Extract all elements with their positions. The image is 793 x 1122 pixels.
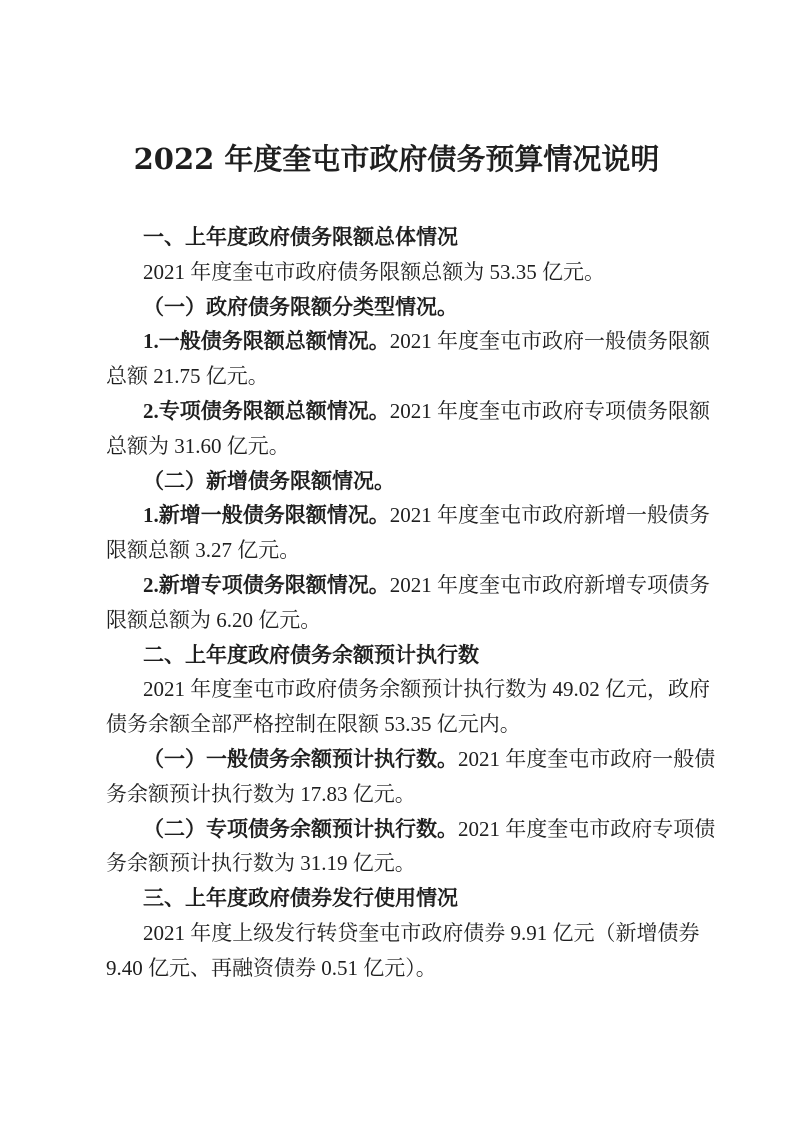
paragraph-line xyxy=(106,324,710,359)
paragraph-lead: （二）专项债务余额预计执行数。 xyxy=(143,816,458,841)
sub-heading: （一）政府债务限额分类型情况。 xyxy=(143,294,458,319)
paragraph-line: 2021 年度奎屯市政府债务限额总额为 53.35 亿元。 xyxy=(143,259,605,284)
section-heading: 一、上年度政府债务限额总体情况 xyxy=(143,225,458,249)
paragraph-lead: 2.新增专项债务限额情况。 xyxy=(143,572,390,597)
sub-heading: （二）新增债务限额情况。 xyxy=(143,468,395,493)
paragraph-line: 限额总额为 6.20 亿元。 xyxy=(106,607,322,632)
paragraph-text: 2021 年度奎屯市政府新增一般债务 xyxy=(389,503,710,528)
paragraph-line: 2021 年度上级发行转贷奎屯市政府债券 9.91 亿元（新增债券 xyxy=(143,920,700,945)
document-title: 2022 年度奎屯市政府债务预算情况说明 xyxy=(133,142,660,176)
paragraph-line xyxy=(106,394,710,429)
section-heading: 二、上年度政府债务余额预计执行数 xyxy=(143,642,479,667)
paragraph-lead: 1.一般债务限额总额情况。 xyxy=(143,329,390,354)
paragraph-text: 2021 年度奎屯市政府一般债 xyxy=(458,746,716,771)
paragraph-line: 9.40 亿元、再融资债券 0.51 亿元）。 xyxy=(106,955,437,980)
paragraph-line xyxy=(106,742,716,777)
paragraph-line xyxy=(106,498,710,533)
paragraph-text: 2021 年度奎屯市政府新增专项债务 xyxy=(389,572,710,597)
paragraph-line: 务余额预计执行数为 31.19 亿元。 xyxy=(106,851,416,876)
paragraph-lead: 2.专项债务限额总额情况。 xyxy=(143,398,390,423)
paragraph-line: 总额 21.75 亿元。 xyxy=(106,364,269,389)
paragraph-line: 务余额预计执行数为 17.83 亿元。 xyxy=(106,781,416,806)
paragraph-line: 债务余额全部严格控制在限额 53.35 亿元内。 xyxy=(106,712,521,737)
section-heading: 三、上年度政府债券发行使用情况 xyxy=(143,886,458,911)
paragraph-lead: （一）一般债务余额预计执行数。 xyxy=(143,746,458,771)
paragraph-text: 2021 年度奎屯市政府一般债务限额 xyxy=(389,329,710,354)
paragraph-line xyxy=(106,568,710,603)
paragraph-line: 总额为 31.60 亿元。 xyxy=(106,433,290,458)
paragraph-line xyxy=(106,812,716,847)
paragraph-line: 限额总额 3.27 亿元。 xyxy=(106,538,301,563)
paragraph-text: 2021 年度奎屯市政府专项债 xyxy=(458,816,716,841)
paragraph-text: 2021 年度奎屯市政府专项债务限额 xyxy=(389,398,710,423)
document-body xyxy=(106,220,716,986)
paragraph-lead: 1.新增一般债务限额情况。 xyxy=(143,503,390,528)
paragraph-line: 2021 年度奎屯市政府债务余额预计执行数为 49.02 亿元，政府 xyxy=(143,677,710,702)
